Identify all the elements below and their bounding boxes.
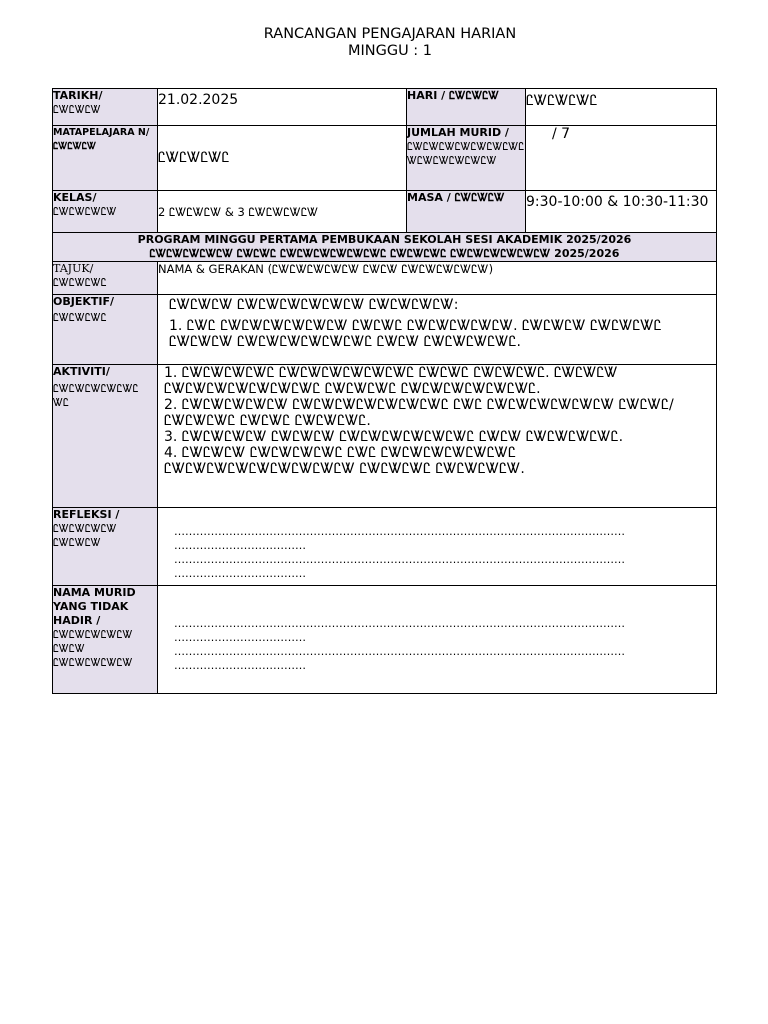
row-tajuk [53, 262, 717, 295]
aktiviti-item-3: 3. ᏝᏔᏝᏔᏝᏔᏝᏔ ᏝᏔᏝᏔᏝᏔ ᏝᏔᏝᏔᏝᏔᏝᏔᏝᏔᏝᏔᏝ ᏝᏔᏝᏔ ᏝᏔᏝᏔᏝᏔᏝᏔᏝ. [164, 429, 624, 445]
aktiviti-item-1: 1. ᏝᏔᏝᏔᏝᏔᏝᏔᏝ ᏝᏔᏝᏔᏝᏔᏝᏔᏝᏔᏝᏔᏝ ᏝᏔᏝᏔᏝ ᏝᏔᏝᏔᏝᏔᏝ. ᏝᏔᏝᏔᏝᏔ ᏝᏔᏝᏔᏝᏔᏝᏔᏝᏔᏝᏔᏝᏔᏝ ᏝᏔᏝᏔᏝᏔᏝ ᏝᏔᏝᏔᏝᏔᏝᏔᏝᏔᏝᏔᏝ. [164, 365, 618, 397]
row-aktiviti [53, 365, 717, 508]
aktiviti-sub: ᏝᏔᏝᏔᏝᏔᏝᏔᏝᏔᏝ ᏔᏝ [53, 383, 139, 409]
refleksi-dots-4: ……………………………… [174, 567, 306, 580]
tajuk-value: NAMA & GERAKAN (ᏝᏔᏝᏔᏝᏔᏝᏔᏝᏔ ᏝᏔᏝᏔ ᏝᏔᏝᏔᏝᏔᏝᏔᏝᏔ) [158, 262, 717, 295]
row-matapelajaran [53, 126, 717, 191]
label-refleksi [53, 508, 158, 586]
objektif-intro: ᏝᏔᏝᏔᏝᏔ ᏝᏔᏝᏔᏝᏔᏝᏔᏝᏔᏝᏔ ᏝᏔᏝᏔᏝᏔᏝᏔ: [169, 297, 459, 313]
objektif-sub: ᏝᏔᏝᏔᏝᏔᏝ [53, 312, 107, 324]
tarikh-value: 21.02.2025 [158, 89, 407, 126]
lesson-plan-table [52, 88, 717, 694]
jumlah-value: / 7 [526, 126, 717, 191]
nama-murid-dots-2: ……………………………… [174, 631, 306, 644]
label-jumlah [407, 126, 526, 191]
tajuk-sub: ᏝᏔᏝᏔᏝᏔᏝ [53, 277, 107, 289]
refleksi-dots-1: …………………………………………………………………………………………………………… [174, 525, 625, 538]
nama-murid-sub: ᏝᏔᏝᏔᏝᏔᏝᏔᏝᏔ ᏝᏔᏝᏔ ᏝᏔᏝᏔᏝᏔᏝᏔᏝᏔ [53, 629, 133, 669]
program-banner [53, 233, 717, 262]
nama-murid-dots-1: …………………………………………………………………………………………………………… [174, 617, 625, 630]
row-kelas [53, 191, 717, 233]
masa-value: 9:30-10:00 & 10:30-11:30 [526, 191, 717, 233]
refleksi-dots-3: …………………………………………………………………………………………………………… [174, 553, 625, 566]
tajuk-label: TAJUK/ [53, 262, 94, 275]
label-tarikh [53, 89, 158, 126]
refleksi-content [158, 508, 717, 586]
kelas-sub: ᏝᏔᏝᏔᏝᏔᏝᏔ [53, 206, 117, 218]
document-title [0, 26, 768, 60]
row-banner [53, 233, 717, 262]
hari-value: ᏝᏔᏝᏔᏝᏔᏝ [526, 89, 717, 126]
label-tajuk [53, 262, 158, 295]
banner-line-2: ᏝᏔᏝᏔᏝᏔᏝᏔᏝᏔ ᏝᏔᏝᏔᏝ ᏝᏔᏝᏔᏝᏔᏝᏔᏝᏔᏝᏔᏝ ᏝᏔᏝᏔᏝᏔᏝ ᏝᏔᏝᏔᏝᏔᏝᏔᏝᏔᏝᏔ 2025/2026 [149, 247, 620, 260]
refleksi-label: REFLEKSI / [53, 508, 120, 521]
label-nama-murid [53, 586, 158, 694]
matapelajaran-label: MATAPELAJARA N/ᏝᏔᏝᏔᏝᏔ [53, 126, 158, 191]
aktiviti-label: AKTIVITI/ [53, 365, 110, 378]
objektif-label: OBJEKTIF/ [53, 295, 114, 308]
row-objektif [53, 295, 717, 365]
label-kelas [53, 191, 158, 233]
nama-murid-label: NAMA MURID YANG TIDAK HADIR / [53, 586, 136, 627]
banner-line-1: PROGRAM MINGGU PERTAMA PEMBUKAAN SEKOLAH SESI AKADEMIK 2025/2026 [137, 233, 632, 246]
aktiviti-item-4: 4. ᏝᏔᏝᏔᏝᏔ ᏝᏔᏝᏔᏝᏔᏝᏔᏝ ᏝᏔᏝ ᏝᏔᏝᏔᏝᏔᏝᏔᏝᏔᏝᏔᏝ ᏝᏔᏝᏔᏝᏔᏝᏔᏝᏔᏝᏔᏝᏔᏝᏔᏝᏔ ᏝᏔᏝᏔᏝᏔᏝ ᏝᏔᏝᏔᏝᏔᏝᏔ. [164, 445, 525, 477]
aktiviti-content [158, 365, 717, 508]
label-objektif [53, 295, 158, 365]
objektif-content [158, 295, 717, 365]
refleksi-sub: ᏝᏔᏝᏔᏝᏔᏝᏔ ᏝᏔᏝᏔᏝᏔ [53, 523, 117, 549]
nama-murid-content [158, 586, 717, 694]
tarikh-label: TARIKH/ [53, 89, 103, 102]
masa-label: MASA / ᏝᏔᏝᏔᏝᏔ [407, 191, 526, 233]
kelas-value: 2 ᏝᏔᏝᏔᏝᏔ & 3 ᏝᏔᏝᏔᏝᏔᏝᏔ [158, 191, 407, 233]
objektif-item-1: 1. ᏝᏔᏝ ᏝᏔᏝᏔᏝᏔᏝᏔᏝᏔᏝᏔ ᏝᏔᏝᏔᏝ ᏝᏔᏝᏔᏝᏔᏝᏔᏝᏔ. ᏝᏔᏝᏔᏝᏔ ᏝᏔᏝᏔᏝᏔᏝ ᏝᏔᏝᏔᏝᏔ ᏝᏔᏝᏔᏝᏔᏝᏔᏝᏔᏝᏔᏝ ᏝᏔᏝᏔ ᏝᏔᏝᏔᏝᏔᏝᏔᏝ. [169, 318, 662, 350]
label-aktiviti [53, 365, 158, 508]
aktiviti-item-2: 2. ᏝᏔᏝᏔᏝᏔᏝᏔᏝᏔ ᏝᏔᏝᏔᏝᏔᏝᏔᏝᏔᏝᏔᏝᏔᏝ ᏝᏔᏝ ᏝᏔᏝᏔᏝᏔᏝᏔᏝᏔᏝᏔ ᏝᏔᏝᏔᏝ/ ᏝᏔᏝᏔᏝᏔᏝ ᏝᏔᏝᏔᏝ ᏝᏔᏝᏔᏝᏔᏝ. [164, 397, 674, 429]
row-tarikh [53, 89, 717, 126]
row-nama-murid [53, 586, 717, 694]
tarikh-sub: ᏝᏔᏝᏔᏝᏔ [53, 104, 101, 116]
title-line-2: MINGGU : 1 [347, 43, 433, 59]
kelas-label: KELAS/ [53, 191, 97, 204]
hari-label: HARI / ᏝᏔᏝᏔᏝᏔ [407, 89, 526, 126]
title-line-1: RANCANGAN PENGAJARAN HARIAN [263, 26, 517, 42]
jumlah-sub: ᏝᏔᏝᏔᏝᏔᏝᏔᏝᏔᏝᏔᏝᏔᏝ ᏔᏝᏔᏝᏔᏝᏔᏝᏔᏝᏔ [407, 141, 525, 167]
refleksi-dots-2: ……………………………… [174, 539, 306, 552]
matapelajaran-value: ᏝᏔᏝᏔᏝᏔᏝ [158, 126, 407, 191]
nama-murid-dots-4: ……………………………… [174, 659, 306, 672]
jumlah-label: JUMLAH MURID / [407, 126, 509, 139]
row-refleksi [53, 508, 717, 586]
nama-murid-dots-3: …………………………………………………………………………………………………………… [174, 645, 625, 658]
